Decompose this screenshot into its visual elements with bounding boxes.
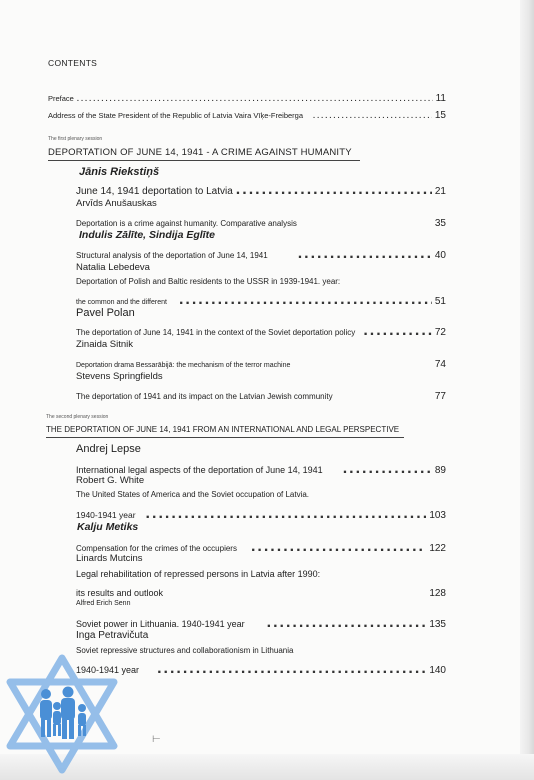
entry-title-line1: Deportation of Polish and Baltic residents to the USSR in 1939-1941. year: [76, 277, 341, 286]
entry-page: 128 [429, 588, 446, 599]
entry-author: Alfred Erich Senn [76, 600, 131, 607]
entry-title-line1: The United States of America and the Soviet occupation of Latvia. [76, 490, 310, 499]
leader-dots [157, 660, 426, 678]
session-title: THE DEPORTATION OF JUNE 14, 1941 FROM AN INTERNATIONAL AND LEGAL PERSPECTIVE [46, 425, 400, 434]
entry-author: Stevens Springfields [76, 371, 163, 382]
leader-dots [313, 111, 432, 120]
entry-author: Robert G. White [76, 475, 145, 486]
pencil-mark: ⊢ [152, 734, 161, 745]
toc-entry-address[interactable] [48, 110, 446, 121]
entry-title: Soviet power in Lithuania. 1940-1941 year [76, 619, 245, 629]
entry-title: June 14, 1941 deportation to Latvia [76, 186, 233, 197]
entry-title-line2: 1940-1941 year [76, 510, 136, 520]
entry-title-line2: the common and the different [76, 299, 167, 306]
entry-author: Linards Mutcins [76, 553, 143, 564]
toc-entry[interactable] [76, 386, 446, 404]
leader-dots [146, 505, 427, 523]
session-title-underline [48, 160, 360, 161]
entry-title: International legal aspects of the deportation of June 14, 1941 [76, 465, 323, 475]
entry-author: Indulis Zālīte, Sindija Eglīte [79, 229, 215, 241]
entry-page: 74 [434, 359, 446, 370]
entry-author: Jānis Riekstiņš [79, 166, 160, 178]
session-title: DEPORTATION OF JUNE 14, 1941 - A CRIME AGAINST HUMANITY [48, 147, 352, 158]
leader-dots [267, 614, 427, 632]
entry-page: 135 [429, 619, 446, 630]
toc-entry-preface[interactable] [48, 93, 446, 104]
toc-entry[interactable] [76, 660, 446, 678]
entry-page: 15 [434, 110, 446, 121]
entry-page: 40 [434, 250, 446, 261]
entry-page: 21 [434, 186, 446, 197]
entry-title-line2: its results and outlook [76, 588, 164, 598]
entry-page: 122 [429, 543, 446, 554]
entry-title: Compensation for the crimes of the occupiers [76, 544, 237, 553]
entry-page: 35 [434, 218, 446, 229]
entry-title: The deportation of 1941 and its impact on the Latvian Jewish community [76, 392, 333, 401]
entry-title: Structural analysis of the deportation of June 14, 1941 [76, 251, 268, 260]
entry-author: Pavel Polan [76, 307, 135, 319]
session-title-underline [46, 437, 404, 438]
entry-title-line1: Soviet repressive structures and collaborationism in Lithuania [76, 646, 294, 655]
entry-title: Preface [48, 94, 74, 103]
entry-page: 103 [429, 510, 446, 521]
entry-page: 51 [434, 296, 446, 307]
leader-dots [236, 181, 432, 199]
contents-heading: CONTENTS [48, 58, 98, 68]
entry-author: Kalju Metiks [77, 521, 139, 533]
entry-title: Address of the State President of the Republic of Latvia Vaira Vīķe-Freiberga [48, 111, 303, 120]
toc-entry[interactable] [76, 354, 446, 372]
entry-page: 72 [434, 327, 446, 338]
entry-title: The deportation of June 14, 1941 in the context of the Soviet deportation policy [76, 328, 356, 337]
entry-page: 11 [435, 93, 446, 104]
entry-author: Zinaida Sitnik [76, 339, 134, 350]
toc-entry[interactable] [76, 245, 446, 263]
entry-page: 140 [429, 665, 446, 676]
leader-dots [77, 94, 433, 103]
entry-author: Natalia Lebedeva [76, 262, 150, 273]
leader-dots [343, 460, 432, 478]
entry-title: Deportation is a crime against humanity. Comparative analysis [76, 219, 297, 228]
entry-title-line2: 1940-1941 year [76, 665, 140, 675]
page-edge-shadow [520, 0, 534, 780]
session-label: The first plenary session [48, 136, 103, 142]
entry-author: Inga Petravičuta [76, 630, 149, 641]
toc-entry[interactable] [76, 322, 446, 340]
entry-author: Andrej Lepse [76, 443, 141, 455]
toc-entry[interactable] [76, 583, 446, 601]
leader-dots [298, 245, 432, 263]
entry-title: Deportation drama Bessarābijā: the mechanism of the terror machine [76, 362, 291, 369]
entry-page: 89 [434, 465, 446, 476]
star-of-david-family-icon [2, 650, 122, 775]
toc-entry[interactable] [76, 181, 446, 199]
leader-dots [179, 291, 432, 309]
entry-page: 77 [434, 391, 446, 402]
session-label: The second plenary session [46, 414, 109, 420]
entry-author: Arvīds Anušauskas [76, 198, 157, 209]
entry-title-line1: Legal rehabilitation of repressed persons in Latvia after 1990: [76, 569, 321, 579]
leader-dots [363, 322, 432, 340]
leader-dots [251, 538, 426, 556]
